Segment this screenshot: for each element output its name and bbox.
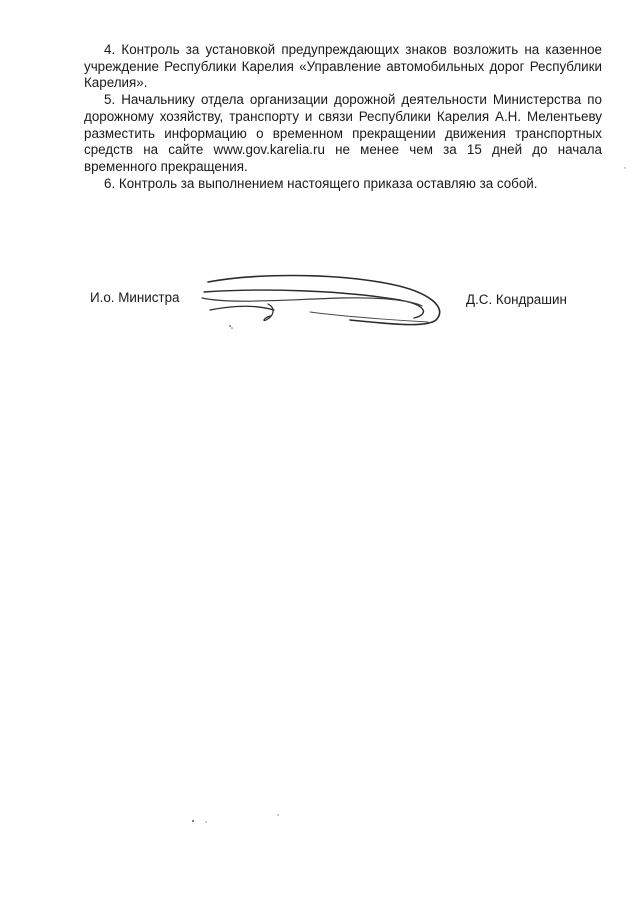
paragraph-text: Начальнику отдела организации дорожной деятельности Министерства по дорожному хозяйству, транспорту и связи Республики Карелия А.Н. Мелентьеву разместить информацию о временном прекращении движения транспортных средств на сайте www.gov.karelia.ru не менее чем за 15 дней до начала временного прекращения. [84, 92, 602, 174]
paragraph-number: 6. [104, 175, 116, 191]
paragraph-number: 4. [104, 42, 116, 57]
paragraph-text: Контроль за установкой предупреждающих знаков возложить на казенное учреждение Республики Карелия «Управление автомобильных дорог Республики Карелия». [84, 42, 602, 91]
signatory-name: Д.С. Кондрашин [466, 292, 567, 307]
paragraph-number: 5. [104, 92, 116, 108]
paragraph-text: Контроль за выполнением настоящего приказа оставляю за собой. [118, 175, 538, 191]
signatory-title: И.о. Министра [90, 290, 180, 305]
